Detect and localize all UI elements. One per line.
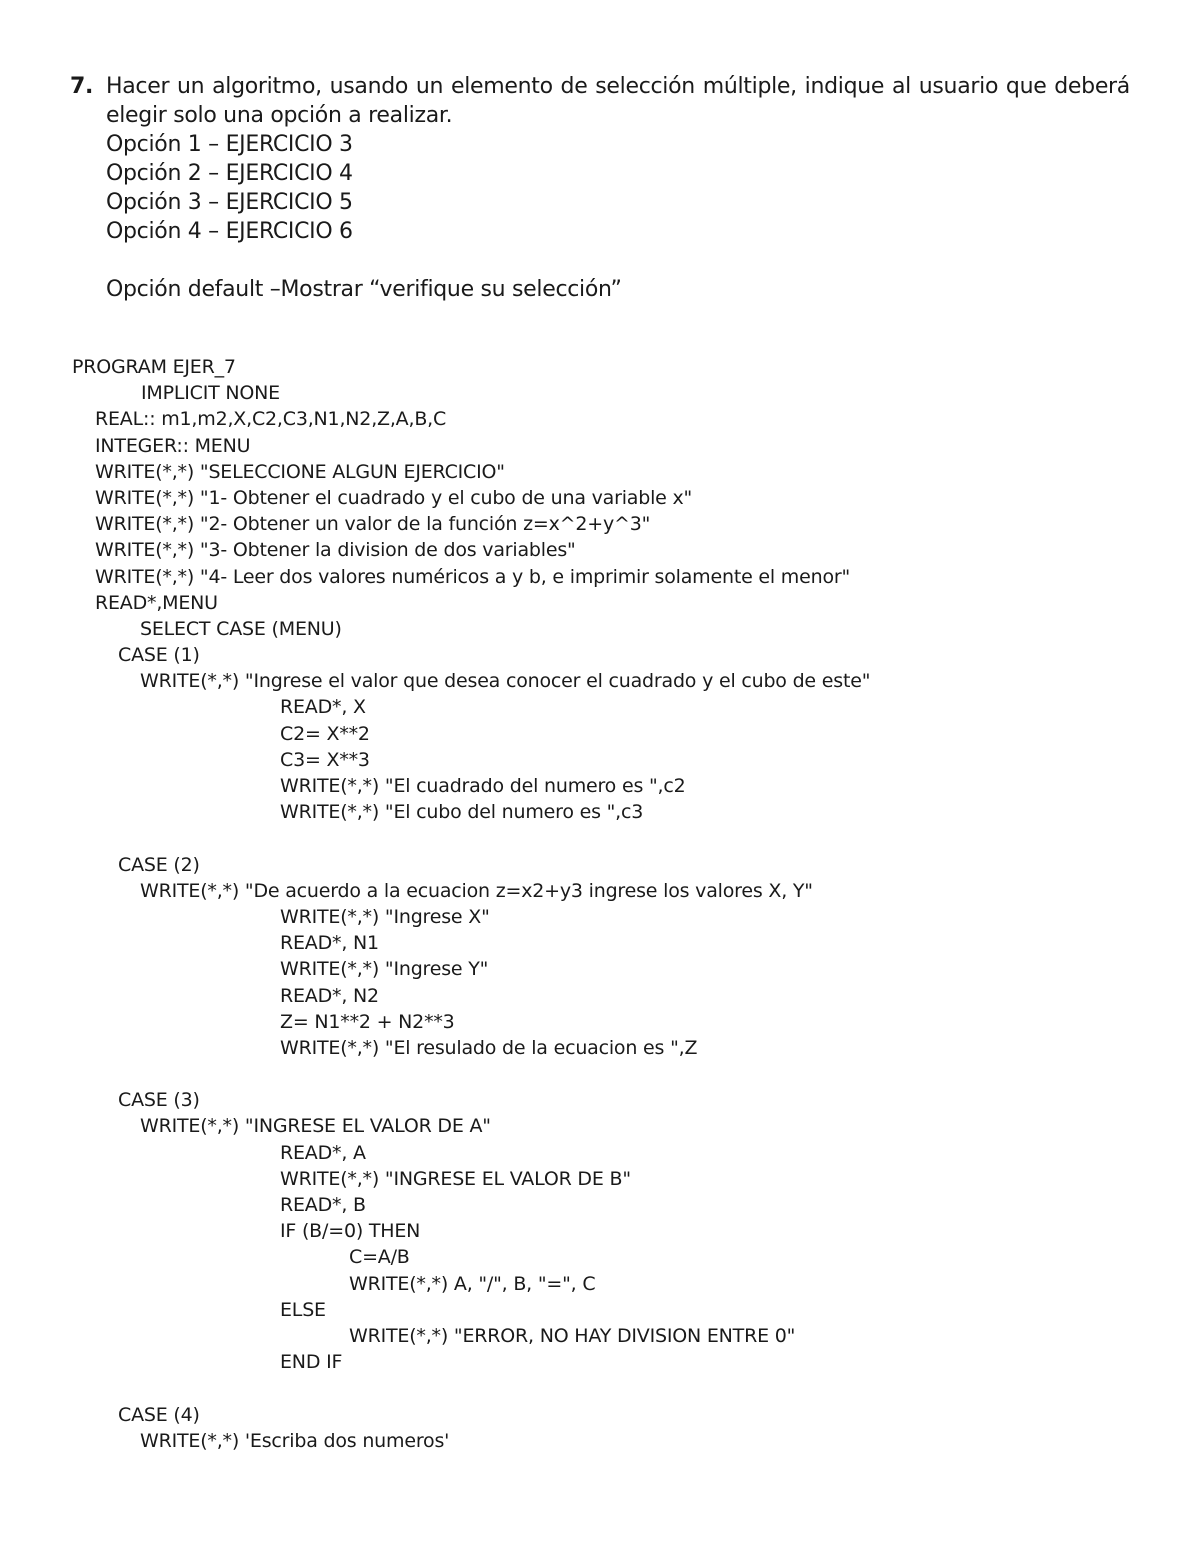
code-line: CASE (2) (118, 853, 200, 876)
code-line: CASE (4) (118, 1403, 200, 1426)
code-line: WRITE(*,*) "4- Leer dos valores numéricos a y b, e imprimir solamente el menor" (95, 565, 851, 588)
code-line: WRITE(*,*) 'Escriba dos numeros' (140, 1429, 450, 1452)
code-line: CASE (3) (118, 1089, 200, 1112)
problem-statement (70, 72, 1130, 304)
code-line-blank (72, 825, 1152, 851)
code-line: READ*, B (280, 1194, 366, 1216)
code-line: READ*, A (280, 1141, 366, 1164)
code-line-blank (72, 1061, 1152, 1087)
code-line: READ*, N1 (280, 932, 379, 955)
code-line: WRITE(*,*) "ERROR, NO HAY DIVISION ENTRE 0" (349, 1324, 796, 1347)
code-line: WRITE(*,*) "INGRESE EL VALOR DE A" (140, 1115, 491, 1138)
option-list (106, 130, 1130, 304)
option-item: Opción 2 – EJERCICIO 4 (106, 161, 353, 186)
option-item: Opción 1 – EJERCICIO 3 (106, 132, 353, 157)
code-line: IMPLICIT NONE (141, 382, 280, 405)
code-line: Z= N1**2 + N2**3 (280, 1010, 455, 1033)
option-item: Opción 3 – EJERCICIO 5 (106, 190, 353, 215)
code-line: WRITE(*,*) "2- Obtener un valor de la función z=x^2+y^3" (95, 513, 651, 536)
code-line: WRITE(*,*) "3- Obtener la division de dos variables" (95, 539, 576, 562)
problem-description: Hacer un algoritmo, usando un elemento de selección múltiple, indique al usuario que deberá elegir solo una opción a realizar. (106, 74, 1130, 128)
default-option: Opción default –Mostrar “verifique su selección” (106, 277, 622, 302)
code-line: READ*, X (280, 696, 366, 719)
code-line: READ*,MENU (95, 591, 218, 614)
problem-heading (70, 72, 1130, 130)
code-line: PROGRAM EJER_7 (72, 356, 236, 378)
code-line: END IF (280, 1351, 343, 1374)
code-line: WRITE(*,*) "Ingrese el valor que desea conocer el cuadrado y el cubo de este" (140, 670, 871, 693)
code-line: WRITE(*,*) "SELECCIONE ALGUN EJERCICIO" (95, 460, 505, 483)
code-line: WRITE(*,*) "De acuerdo a la ecuacion z=x2+y3 ingrese los valores X, Y" (140, 879, 813, 902)
code-line: ELSE (280, 1298, 326, 1321)
code-line: READ*, N2 (280, 984, 379, 1007)
code-line: REAL:: m1,m2,X,C2,C3,N1,N2,Z,A,B,C (95, 408, 447, 431)
code-line: WRITE(*,*) "INGRESE EL VALOR DE B" (280, 1167, 631, 1190)
code-line: WRITE(*,*) "El cuadrado del numero es ",c2 (280, 775, 686, 797)
option-item: Opción 4 – EJERCICIO 6 (106, 219, 353, 244)
code-line: SELECT CASE (MENU) (140, 617, 342, 640)
code-line: IF (B/=0) THEN (280, 1220, 421, 1243)
code-line: C=A/B (349, 1246, 410, 1269)
code-line: CASE (1) (118, 644, 200, 667)
fortran-code-block (72, 354, 1152, 1454)
code-line: C3= X**3 (280, 748, 370, 771)
code-line: INTEGER:: MENU (95, 434, 251, 457)
code-line: WRITE(*,*) "Ingrese X" (280, 905, 490, 928)
code-line: WRITE(*,*) "El cubo del numero es ",c3 (280, 801, 644, 824)
code-line: WRITE(*,*) "El resulado de la ecuacion es ",Z (280, 1036, 698, 1059)
code-line: WRITE(*,*) A, "/", B, "=", C (349, 1272, 596, 1295)
problem-number: 7. (70, 74, 94, 99)
code-line-blank (72, 1375, 1152, 1401)
code-line: C2= X**2 (280, 722, 370, 745)
code-line: WRITE(*,*) "1- Obtener el cuadrado y el cubo de una variable x" (95, 486, 693, 509)
code-line: WRITE(*,*) "Ingrese Y" (280, 958, 489, 981)
